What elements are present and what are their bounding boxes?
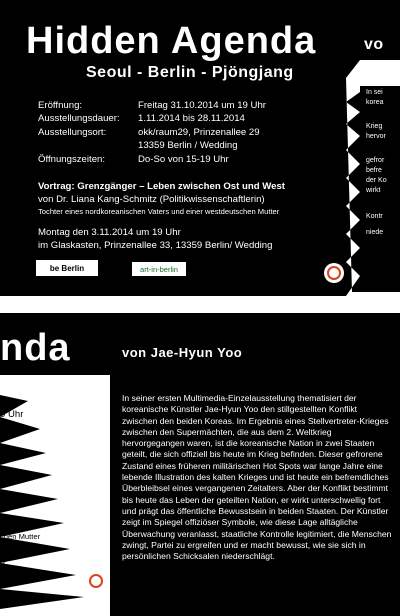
- talk-date: Montag den 3.11.2014 um 19 Uhr: [38, 227, 181, 238]
- artist-name: von Jae-Hyun Yoo: [122, 345, 243, 360]
- be-berlin-logo: be Berlin: [36, 260, 98, 276]
- fragment: hervor: [366, 133, 386, 140]
- info-values: [138, 99, 266, 166]
- info-label: Eröffnung:: [38, 100, 83, 111]
- info-label: Öffnungszeiten:: [38, 153, 106, 165]
- fragment: befre: [366, 167, 382, 174]
- title-cut-fragment: vo: [364, 36, 384, 53]
- seal-icon: [324, 263, 344, 283]
- info-value: Freitag 31.10.2014 um 19 Uhr: [138, 100, 266, 111]
- flyer-front-card: [0, 0, 400, 296]
- fragment: niede: [366, 229, 384, 236]
- fragment: korea: [366, 99, 384, 106]
- talk-place: im Glaskasten, Prinzenallee 33, 13359 Berlin/ Wedding: [38, 240, 273, 251]
- fragment: Kontr: [366, 213, 383, 220]
- info-value: okk/raum29, Prinzenallee 29: [138, 126, 260, 138]
- exhibition-subtitle: Seoul - Berlin - Pjöngjang: [86, 64, 294, 81]
- talk-title: Vortrag: Grenzgänger – Leben zwischen Ost und West: [38, 181, 285, 192]
- info-label: [38, 139, 120, 152]
- fragment: der Ko: [366, 177, 387, 184]
- info-label: Ausstellungsdauer:: [38, 113, 120, 125]
- talk-speaker: von Dr. Liana Kang-Schmitz (Politikwissenschaftlerin): [38, 194, 265, 205]
- exhibition-description: In seiner ersten Multimedia-Einzelausstellung thematisiert der koreanische Künstler Jae-Hyun Yoo den stillgestellten Konflikt zwischen den beiden Koreas. Im Ergebnis eines Stellvertreter-Krieges zwischen den Supermächten, die aus dem 2. Weltkrieg hervorgegangen waren, ist die koreanische Nation in zwei Staaten geteilt, die sich offiziell bis heute im Krieg befinden. Dieser gefrorene Zustand eines früheren militärischen Hot Spots war lange Jahre eine lebende Illustration des kalten Krieges und ist heute ein befremdliches Überbleibsel eines vergangenen Zeitalters. Aber der Konflikt bestimmt bis heute das Leben der geteilten Nation, er wirkt unterschwellig fort und prägt das öffentliche Bewusstsein in beiden Staaten. Der Künstler zeigt im Spiegel offiziöser Symbole, wie diese Lage alltägliche Überwachung veranlasst, staatliche Kontrolle legitimiert, die Menschen zwingt, Partei zu ergreifen und er macht bewusst, wie sie sich in persönlichen Schicksalen niederschlägt.: [122, 393, 392, 562]
- left-fragment: 9 Uhr: [0, 409, 24, 420]
- seal-icon: [86, 571, 106, 591]
- left-fragment: g: [0, 554, 6, 565]
- fragment: wirkt: [366, 187, 381, 194]
- left-fragment: chen Mutter: [0, 532, 41, 541]
- flyer-back-card: [0, 313, 400, 616]
- exhibition-title: Hidden Agenda: [26, 20, 317, 62]
- fragment: In sei: [366, 89, 383, 96]
- art-in-berlin-logo: art-in-berlin: [132, 262, 186, 276]
- info-value: 13359 Berlin / Wedding: [138, 140, 238, 152]
- fragment: gefror: [366, 157, 385, 164]
- info-value: 1.11.2014 bis 28.11.2014: [138, 113, 245, 125]
- title-cut-fragment: nda: [0, 327, 71, 369]
- subtitle-cut-fragment: öngjang: [0, 375, 66, 392]
- info-value: Do-So von 15-19 Uhr: [138, 153, 229, 165]
- info-labels: [38, 99, 120, 166]
- fragment: Krieg: [366, 123, 383, 130]
- talk-note: Tochter eines nordkoreanischen Vaters und einer westdeutschen Mutter: [38, 207, 280, 216]
- right-text-fragments: [366, 88, 387, 238]
- info-label: Ausstellungsort:: [38, 126, 107, 138]
